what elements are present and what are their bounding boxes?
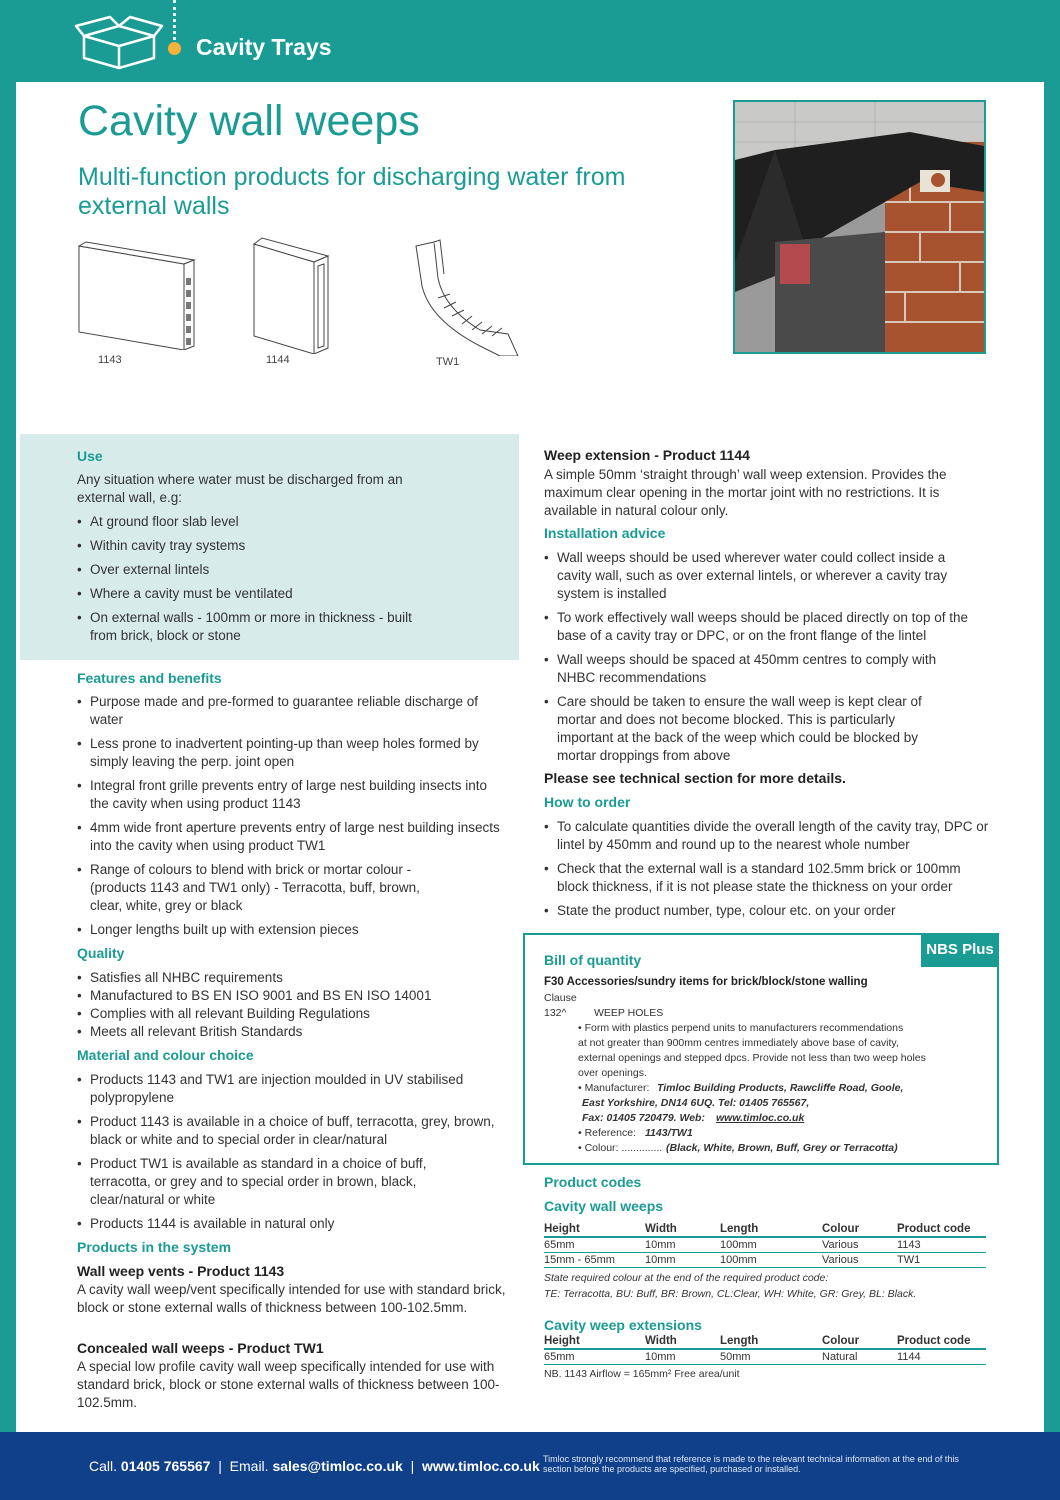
list-item: • State the product number, type, colour etc. on your order — [544, 902, 994, 920]
extension-title: Weep extension - Product 1144 — [544, 447, 750, 463]
quality-list — [77, 969, 507, 1041]
table-cell: 100mm — [720, 1253, 822, 1268]
list-item: • Product TW1 is available as standard in a choice of buff, terracotta, or grey and to special order in brown, black, clear/natural or white — [77, 1155, 462, 1209]
boq-line3: external openings and stepped dpcs. Provide not less than two weep holes — [578, 1052, 926, 1064]
phone-link[interactable]: 01405 765567 — [120, 1458, 211, 1474]
list-item: • Satisfies all NHBC requirements — [77, 969, 507, 987]
page-title: Cavity wall weeps — [78, 97, 420, 145]
table-cell: 65mm — [544, 1237, 645, 1253]
table-row — [544, 1253, 986, 1268]
table-cell: 50mm — [720, 1349, 822, 1365]
list-item: • Purpose made and pre-formed to guarantee reliable discharge of water — [77, 693, 507, 729]
table-header: Height — [544, 1221, 645, 1237]
concealed-weep-icon — [410, 238, 520, 356]
order-list — [544, 818, 994, 926]
list-item: • To work effectively wall weeps should be placed directly on top of the base of a cavity tray or DPC, or on the front flange of the lintel — [544, 609, 989, 645]
nbs-plus-badge: NBS Plus — [921, 933, 999, 967]
list-item: • Wall weeps should be spaced at 450mm centres to comply with NHBC recommendations — [544, 651, 954, 687]
list-item: • Manufactured to BS EN ISO 9001 and BS EN ISO 14001 — [77, 987, 507, 1005]
boq-reference-label: • Reference: — [578, 1127, 636, 1139]
installation-list — [544, 549, 989, 771]
material-list — [77, 1071, 497, 1239]
boq-reference-value: 1143/TW1 — [645, 1127, 693, 1139]
technical-note: Please see technical section for more details. — [544, 770, 846, 786]
table-cell: 15mm - 65mm — [544, 1253, 645, 1268]
list-item: • Products 1143 and TW1 are injection moulded in UV stabilised polypropylene — [77, 1071, 497, 1107]
boq-manufacturer-label: • Manufacturer: — [578, 1082, 650, 1094]
boq-line1: • Form with plastics perpend units to manufacturers recommendations — [578, 1022, 904, 1034]
list-item: • Care should be taken to ensure the wall weep is kept clear of mortar and does not become blocked. This is particularly important at the back of the weep which could be blocked by mortar droppings from above — [544, 693, 954, 765]
installation-heading: Installation advice — [544, 525, 666, 541]
table-header: Colour — [822, 1221, 897, 1237]
list-item: • Less prone to inadvertent pointing-up than weep holes formed by simply leaving the perp. joint open — [77, 735, 507, 771]
use-intro: Any situation where water must be discharged from an external wall, e.g: — [77, 472, 403, 505]
table-cell: 65mm — [544, 1349, 645, 1365]
table-header: Width — [645, 1221, 720, 1237]
features-heading: Features and benefits — [77, 670, 222, 686]
boq-web-link[interactable]: www.timloc.co.uk — [716, 1112, 805, 1124]
list-item: • At ground floor slab level — [77, 513, 417, 531]
product-codes-heading: Product codes — [544, 1174, 642, 1190]
list-item: • On external walls - 100mm or more in thickness - built from brick, block or stone — [77, 609, 417, 645]
table-cell: 10mm — [645, 1349, 720, 1365]
list-item: • To calculate quantities divide the overall length of the cavity tray, DPC or lintel by 450mm and round up to the nearest whole number — [544, 818, 994, 854]
product-1143-caption: 1143 — [98, 354, 122, 366]
product-tw1-text: A special low profile cavity wall weep specifically intended for use with standard brick, block or stone external walls of thickness between 100-102.5mm. — [77, 1359, 500, 1410]
features-list — [77, 693, 507, 945]
boq-line2: at not greater than 900mm centres immediately above base of cavity, — [578, 1037, 899, 1049]
cavity-wall-render-image — [735, 102, 984, 352]
table-cell: 1143 — [897, 1237, 986, 1253]
open-box-icon — [74, 14, 164, 70]
extensions-table — [544, 1333, 986, 1365]
weep-vent-icon — [76, 240, 201, 350]
footer-contact — [89, 1458, 540, 1474]
list-item: • Range of colours to blend with brick or mortar colour - (products 1143 and TW1 only) - Terracotta, buff, brown, clear, white, grey or black — [77, 861, 452, 915]
separator: | — [410, 1458, 415, 1474]
table-header: Width — [645, 1333, 720, 1349]
list-item: • Integral front grille prevents entry of large nest building insects into the cavity when using product 1143 — [77, 777, 507, 813]
product-tw1-caption: TW1 — [436, 356, 460, 368]
boq-colour-value: (Black, White, Brown, Buff, Grey or Terracotta) — [666, 1142, 898, 1154]
list-item: • Products 1144 is available in natural only — [77, 1215, 497, 1233]
table-row — [544, 1349, 986, 1365]
page-subtitle: Multi-function products for discharging water from external walls — [78, 163, 626, 220]
list-item: • Complies with all relevant Building Regulations — [77, 1005, 507, 1023]
right-border — [1044, 82, 1060, 1432]
table-cell: TW1 — [897, 1253, 986, 1268]
weeps-note-1: State required colour at the end of the required product code: — [544, 1272, 829, 1284]
email-link[interactable]: sales@timloc.co.uk — [272, 1458, 403, 1474]
table-cell: 10mm — [645, 1237, 720, 1253]
extensions-table-title: Cavity weep extensions — [544, 1317, 702, 1333]
table-row — [544, 1237, 986, 1253]
boq-clause-title: WEEP HOLES — [594, 1007, 664, 1019]
table-cell: 10mm — [645, 1253, 720, 1268]
bullet-dot — [168, 42, 181, 55]
boq-manufacturer-l2: East Yorkshire, DN14 6UQ. Tel: 01405 765567, — [582, 1097, 810, 1109]
table-header: Height — [544, 1333, 645, 1349]
table-header: Product code — [897, 1221, 986, 1237]
email-label: Email. — [229, 1458, 269, 1474]
product-1144-caption: 1144 — [266, 354, 290, 366]
installation-photo — [733, 100, 986, 354]
product-1143-title: Wall weep vents - Product 1143 — [77, 1263, 285, 1279]
boq-title: Bill of quantity — [544, 952, 642, 968]
product-1143-text: A cavity wall weep/vent specifically intended for use with standard brick, block or stone external walls of thickness between 100-102.5mm. — [77, 1282, 506, 1315]
boq-manufacturer-l3: Fax: 01405 720479. Web: — [582, 1112, 705, 1124]
divider-dotted — [173, 0, 176, 40]
separator: | — [218, 1458, 222, 1474]
list-item: • Check that the external wall is a standard 102.5mm brick or 100mm block thickness, if it is not please state the thickness on your order — [544, 860, 994, 896]
boq-clause-no: 132^ — [544, 1007, 567, 1019]
left-border — [0, 82, 16, 1432]
section-title: Cavity Trays — [196, 34, 332, 60]
footer-disclaimer: Timloc strongly recommend that reference is made to the relevant technical information at the end of this section before the products are specified, purchased or installed. — [543, 1454, 959, 1474]
system-heading: Products in the system — [77, 1239, 232, 1255]
list-item: • Over external lintels — [77, 561, 417, 579]
table-header: Product code — [897, 1333, 986, 1349]
boq-manufacturer-l1: Timloc Building Products, Rawcliffe Road, Goole, — [657, 1082, 904, 1094]
extensions-note: NB. 1143 Airflow = 165mm² Free area/unit — [544, 1368, 740, 1380]
product-tw1-drawing — [410, 238, 520, 370]
weeps-note-2: TE: Terracotta, BU: Buff, BR: Brown, CL:Clear, WH: White, GR: Grey, BL: Black. — [544, 1288, 917, 1300]
product-tw1-title: Concealed wall weeps - Product TW1 — [77, 1340, 324, 1356]
call-label: Call. — [89, 1458, 118, 1474]
list-item: • Meets all relevant British Standards — [77, 1023, 507, 1041]
table-cell: 1144 — [897, 1349, 986, 1365]
weep-extension-icon — [248, 236, 338, 354]
weeps-table-title: Cavity wall weeps — [544, 1198, 664, 1214]
header-bar — [0, 0, 1060, 82]
table-cell: Natural — [822, 1349, 897, 1365]
list-item: • 4mm wide front aperture prevents entry of large nest building insects into the cavity when using product TW1 — [77, 819, 507, 855]
table-header: Length — [720, 1333, 822, 1349]
website-link[interactable]: www.timloc.co.uk — [422, 1458, 540, 1474]
list-item: • Where a cavity must be ventilated — [77, 585, 417, 603]
bill-of-quantity-box — [523, 933, 999, 1165]
boq-clause-label: Clause — [544, 992, 577, 1004]
order-heading: How to order — [544, 794, 631, 810]
list-item: • Within cavity tray systems — [77, 537, 417, 555]
table-header: Colour — [822, 1333, 897, 1349]
weeps-table — [544, 1221, 986, 1268]
product-1143-drawing — [76, 240, 201, 370]
table-header: Length — [720, 1221, 822, 1237]
product-1144-drawing — [248, 236, 338, 370]
list-item: • Wall weeps should be used wherever water could collect inside a cavity wall, such as over external lintels, or wherever a cavity tray system is installed — [544, 549, 974, 603]
boq-colour-label: • Colour: .............. — [578, 1142, 663, 1154]
table-cell: Various — [822, 1253, 897, 1268]
material-heading: Material and colour choice — [77, 1047, 254, 1063]
quality-heading: Quality — [77, 945, 125, 961]
table-cell: Various — [822, 1237, 897, 1253]
table-cell: 100mm — [720, 1237, 822, 1253]
list-item: • Longer lengths built up with extension pieces — [77, 921, 507, 939]
boq-f30: F30 Accessories/sundry items for brick/block/stone walling — [544, 976, 868, 988]
use-list — [77, 513, 417, 651]
extension-text: A simple 50mm ‘straight through’ wall weep extension. Provides the maximum clear opening in the mortar joint with no restrictions. It is available in natural colour only. — [544, 467, 947, 518]
list-item: • Product 1143 is available in a choice of buff, terracotta, grey, brown, black or white and to special order in clear/natural — [77, 1113, 497, 1149]
use-heading: Use — [77, 448, 103, 464]
boq-line4: over openings. — [578, 1067, 647, 1079]
footer-bar — [0, 1432, 1060, 1500]
